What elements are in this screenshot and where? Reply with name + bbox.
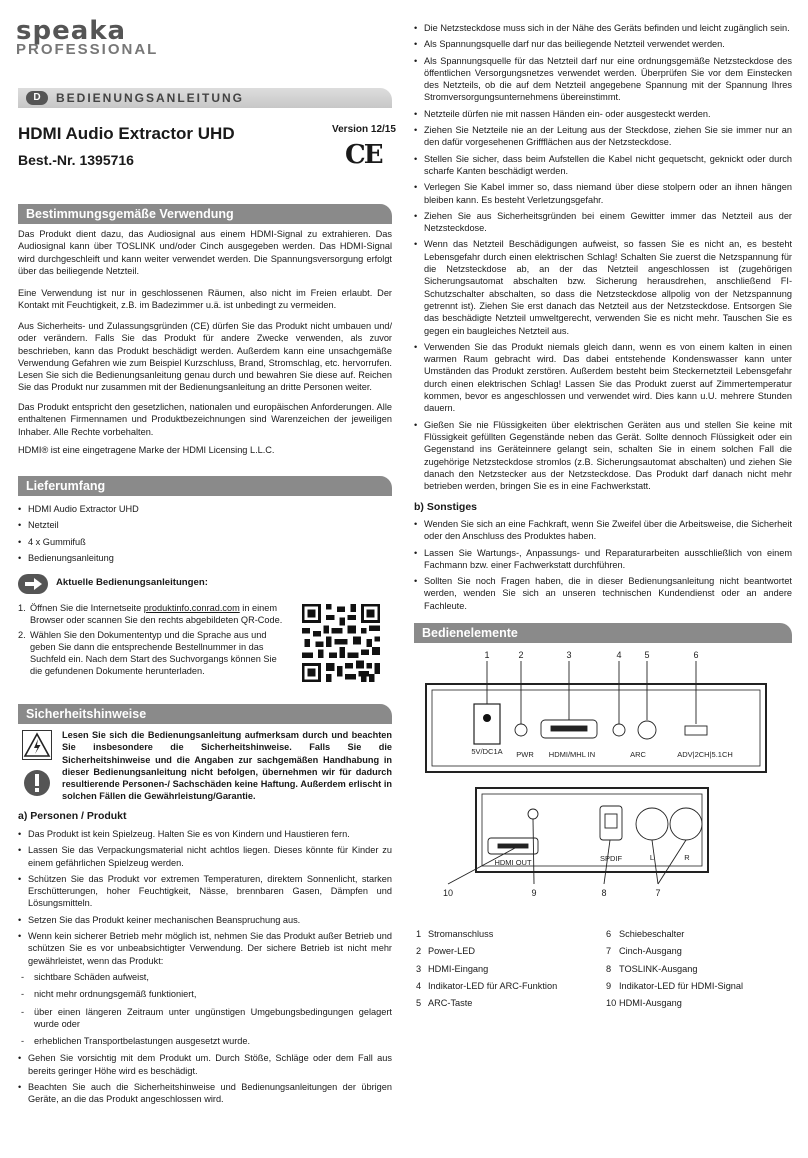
legend-item: 2 Power-LED <box>416 946 475 957</box>
port-label: HDMI/MHL IN <box>548 750 596 759</box>
subheading-other: b) Sonstiges <box>414 501 478 513</box>
callout-number: 5 <box>644 650 650 660</box>
usage-paragraph-5: HDMI® ist eine eingetragene Marke der HDMI Licensing L.L.C. <box>18 445 275 455</box>
arrow-right-icon <box>18 574 48 594</box>
section-heading-safety: Sicherheitshinweise <box>18 704 392 724</box>
list-item: 2. Wählen Sie den Dokumententyp und die Sprache aus und geben Sie dann die entsprechende Bestellnummer in das Suchfeld ein. Nach dem Start des Suchvorgangs können Sie die gefundenen Dokumente herunterladen. <box>18 629 277 677</box>
list-item: • Verwenden Sie das Produkt niemals gleich dann, wenn es von einem kalten in einen warmen Raum gebracht wird. Das dabei entstehende Kondenswasser kann unter Umständen das Produkt zerstören. Außerdem besteht beim Steckernetzteil Lebensgefahr durch einen elektrischen Schlag! Lassen Sie das Produkt zuerst auf Zimmertemperatur kommen, bevor es angeschlossen und verwendet wird. Dies kann u.U. mehrere Stunden dauern. <box>414 341 792 415</box>
usage-paragraph-2: Eine Verwendung ist nur in geschlossenen Räumen, also nicht im Freien erlaubt. Der Kontakt mit Feuchtigkeit, z.B. im Badezimmer u.ä. ist unbedingt zu vermeiden. <box>18 288 392 311</box>
download-steps <box>18 602 286 680</box>
list-item: • Als Spannungsquelle darf nur das beiliegende Netzteil verwendet werden. <box>414 38 792 50</box>
safety-warning: Lesen Sie sich die Bedienungsanleitung aufmerksam durch und beachten Sie insbesondere die Sicherheitshinweise. Falls Sie die Sicherheitshinweise und die Angaben zur sachgemäßen Handhabung in dieser Bedienungsanleitung nicht befolgen, übernehmen wir für dadurch resultierende Personen-/ Sachschäden keine Haftung. Außerdem erlischt in solchen Fällen die Gewährleistung/Garantie. <box>62 730 392 802</box>
list-item: • Ziehen Sie Netzteile nie an der Leitung aus der Steckdose, ziehen Sie sie immer nur an den dafür vorgesehenen Griffflächen aus der Netzsteckdose. <box>414 124 792 149</box>
port-label: PWR <box>516 750 534 759</box>
legend-item: 7 Cinch-Ausgang <box>606 946 682 957</box>
list-item: • Lassen Sie Wartungs-, Anpassungs- und Reparaturarbeiten ausschließlich von einem Fachmann bzw. einer Fachwerkstatt durchführen. <box>414 547 792 572</box>
callout-number: 1 <box>484 650 490 660</box>
callout-number: 9 <box>531 888 537 898</box>
device-diagram <box>420 648 772 908</box>
version-label: Version 12/15 <box>332 124 396 135</box>
list-item: • Als Spannungsquelle für das Netzteil darf nur eine ordnungsgemäße Netzsteckdose des öffentlichen Versorgungsnetzes verwendet werden. Überprüfen Sie vor dem Einstecken des Netzteils, ob die auf dem Netzteil angegebene Spannung mit der Spannung Ihres Stromversorgungsunternehmens übereinstimmt. <box>414 55 792 104</box>
list-item: • Wenden Sie sich an eine Fachkraft, wenn Sie Zweifel über die Arbeitsweise, die Sicherheit oder den Anschluss des Produktes haben. <box>414 518 792 543</box>
subheading-persons-product: a) Personen / Produkt <box>18 810 127 822</box>
exclamation-warning-icon <box>22 768 52 798</box>
port-label: HDMI OUT <box>494 858 532 867</box>
list-item: • Verlegen Sie Kabel immer so, dass niemand über diese stolpern oder an ihnen hängen bleiben kann. Es besteht Verletzungsgefahr. <box>414 181 792 206</box>
list-item: • Gießen Sie nie Flüssigkeiten über elektrischen Geräten aus und stellen Sie keine mit Flüssigkeit gefüllten Gegenstände neben das Gerät. Sollte dennoch Flüssigkeit oder ein Gegenstand ins Geräteinnere gelangt sein, schalten Sie in einem solchen Fall die zugehörige Netzsteckdose stromlos (z.B. Sicherungsautomat abschalten) und ziehen Sie danach den Netzstecker aus der Netzsteckdose. Das Produkt darf danach nicht mehr betrieben werden, bringen Sie es in eine Fachwerkstatt. <box>414 419 792 493</box>
port-label: L <box>649 853 655 862</box>
safety-list-a <box>18 828 392 1110</box>
legend-item: 1 Stromanschluss <box>416 929 494 939</box>
list-item: - erheblichen Transportbelastungen ausgesetzt wurde. <box>18 1035 392 1047</box>
list-item: • HDMI Audio Extractor UHD <box>18 503 392 515</box>
safety-list-a-continued <box>414 22 792 496</box>
list-item: • Ziehen Sie aus Sicherheitsgründen bei einem Gewitter immer das Netzteil aus der Netzsteckdose. <box>414 210 792 235</box>
legend-item: 6 Schiebeschalter <box>606 929 685 939</box>
brand-subline: PROFESSIONAL <box>16 41 159 58</box>
list-item: • Das Produkt ist kein Spielzeug. Halten Sie es von Kindern und Haustieren fern. <box>18 828 392 840</box>
callout-number: 2 <box>518 650 524 660</box>
scope-list <box>18 503 392 568</box>
list-item: • Schützen Sie das Produkt vor extremen Temperaturen, direktem Sonnenlicht, starken Erschütterungen, hoher Feuchtigkeit, Nässe, brennbaren Gasen, Dämpfen und Lösungsmitteln. <box>18 873 392 910</box>
list-item: - über einen längeren Zeitraum unter ungünstigen Umgebungsbedingungen gelagert wurde oder <box>18 1006 392 1031</box>
usage-paragraph-4: Das Produkt entspricht den gesetzlichen, nationalen und europäischen Anforderungen. Alle enthaltenen Firmennamen und Produktbezeichnungen sind Warenzeichen der jeweiligen Inhaber. Alle Rechte vorbehalten. <box>18 402 392 437</box>
list-item: • Stellen Sie sicher, dass beim Aufstellen die Kabel nicht gequetscht, geknickt oder durch scharfe Kanten beschädigt werden. <box>414 153 792 178</box>
legend-item: 4 Indikator-LED für ARC-Funktion <box>416 980 558 991</box>
list-item: • Netzteil <box>18 519 392 531</box>
manual-banner <box>18 88 392 108</box>
manual-label: BEDIENUNGSANLEITUNG <box>56 91 245 105</box>
callout-number: 10 <box>442 888 454 898</box>
list-item: • Sollten Sie noch Fragen haben, die in dieser Bedienungsanleitung nicht beantwortet werden, wenden Sie sich an unseren technischen Kundendienst oder an andere Fachleute. <box>414 575 792 612</box>
callout-number: 4 <box>616 650 622 660</box>
safety-list-b <box>414 518 792 616</box>
list-item: • Wenn kein sicherer Betrieb mehr möglich ist, nehmen Sie das Produkt außer Betrieb und schützen Sie es vor unbeabsichtigter Verwendung. Der sichere Betrieb ist nicht mehr gewährleistet, wenn das Produkt: <box>18 930 392 967</box>
port-label: ADV|2CH|5.1CH <box>677 750 733 759</box>
legend-right <box>606 928 792 1014</box>
list-item: • 4 x Gummifuß <box>18 536 392 548</box>
list-item: • Lassen Sie das Verpackungsmaterial nicht achtlos liegen. Dieses könnte für Kinder zu einem gefährlichen Spielzeug werden. <box>18 844 392 869</box>
usage-paragraph-1: Das Produkt dient dazu, das Audiosignal aus einem HDMI-Signal zu extrahieren. Das Audiosignal kann über TOSLINK und/oder Cinch ausgegeben werden. Das HDMI-Signal wird durchgeschleift und kann weiter verwendet werden. Die Spannungsversorgung erfolgt über das beiliegende Netzteil. <box>18 229 392 276</box>
callout-number: 8 <box>601 888 607 898</box>
list-item: • Wenn das Netzteil Beschädigungen aufweist, so fassen Sie es nicht an, es besteht Lebensgefahr durch einen elektrischen Schlag! Schalten Sie zuerst die Netzspannung für die Netzsteckdose ab, an der das Netzteil angeschlossen ist (zugehörigen Sicherungsautomat abschalten bzw. Sicherung herausdrehen, anschließend FI-Schutzschalter abschalten, so dass die Netzsteckdose allpolig von der Netzspannung getrennt ist). Ziehen Sie erst danach das Netzteil aus der Netzsteckdose. Entsorgen Sie das beschädigte Netzteil umweltgerecht, verwenden Sie es nicht mehr. Tauschen Sie es gegen ein baugleiches Netzteil aus. <box>414 238 792 336</box>
list-item: - sichtbare Schäden aufweist, <box>18 971 392 983</box>
list-item: • Beachten Sie auch die Sicherheitshinweise und Bedienungsanleitungen der übrigen Geräte, an die das Produkt angeschlossen wird. <box>18 1081 392 1106</box>
list-item: • Setzen Sie das Produkt keiner mechanischen Beanspruchung aus. <box>18 914 392 926</box>
callout-number: 3 <box>566 650 572 660</box>
website-link[interactable]: produktinfo.conrad.com <box>143 603 240 613</box>
list-item: • Die Netzsteckdose muss sich in der Nähe des Geräts befinden und leicht zugänglich sein. <box>414 22 792 34</box>
electric-hazard-icon <box>22 730 52 760</box>
port-label: ARC <box>630 750 646 759</box>
list-item: • Gehen Sie vorsichtig mit dem Produkt um. Durch Stöße, Schläge oder dem Fall aus bereits geringer Höhe wird es beschädigt. <box>18 1052 392 1077</box>
port-label: SPDIF <box>599 854 623 863</box>
legend-left <box>416 928 606 1014</box>
legend-item: 5 ARC-Taste <box>416 998 473 1009</box>
callout-number: 6 <box>693 650 699 660</box>
callout-number: 7 <box>655 888 661 898</box>
legend-item: 9 Indikator-LED für HDMI-Signal <box>606 980 744 991</box>
list-item: • Bedienungsanleitung <box>18 552 392 564</box>
brand-name: speaka <box>16 16 127 46</box>
brand-logo <box>16 16 159 58</box>
order-number: Best.-Nr. 1395716 <box>18 152 134 168</box>
list-item: 1. Öffnen Sie die Internetseite produktinfo.conrad.com in einem Browser oder scannen Sie den rechts abgebildeten QR-Code. <box>18 603 283 626</box>
section-heading-scope: Lieferumfang <box>18 476 392 496</box>
legend-item: 3 HDMI-Eingang <box>416 963 489 974</box>
language-badge: D <box>26 91 48 105</box>
port-label: 5V/DC1A <box>471 747 503 756</box>
ce-mark: CE <box>345 140 382 170</box>
port-label: R <box>684 853 690 862</box>
section-heading-usage: Bestimmungsgemäße Verwendung <box>18 204 392 224</box>
section-heading-controls: Bedienelemente <box>414 623 792 643</box>
power-jack-icon <box>483 714 491 722</box>
legend-item: 10 HDMI-Ausgang <box>606 998 682 1009</box>
legend-item: 8 TOSLINK-Ausgang <box>606 963 698 974</box>
product-title: HDMI Audio Extractor UHD <box>18 124 235 143</box>
qr-code-icon[interactable] <box>302 604 380 682</box>
list-item: • Netzteile dürfen nie mit nassen Händen ein- oder ausgesteckt werden. <box>414 108 792 120</box>
usage-paragraph-3: Aus Sicherheits- und Zulassungsgründen (CE) dürfen Sie das Produkt nicht umbauen und/ oder verändern. Falls Sie das Produkt für andere Zwecke verwenden, als zuvor beschrieben, kann das Produkt beschädigt werden. Außerdem kann eine unsachgemäße Verwendung Gefahren wie zum Beispiel Kurzschluss, Brand, Stromschlag, etc. hervorrufen. Lesen Sie sich die Bedienungsanleitung genau durch und bewahren Sie diese auf. Reichen Sie das Produkt nur zusammen mit der Bedienungsanleitung an dritte Personen weiter. <box>18 321 392 393</box>
update-manuals-label: Aktuelle Bedienungsanleitungen: <box>56 577 208 588</box>
list-item: - nicht mehr ordnungsgemäß funktioniert, <box>18 988 392 1000</box>
